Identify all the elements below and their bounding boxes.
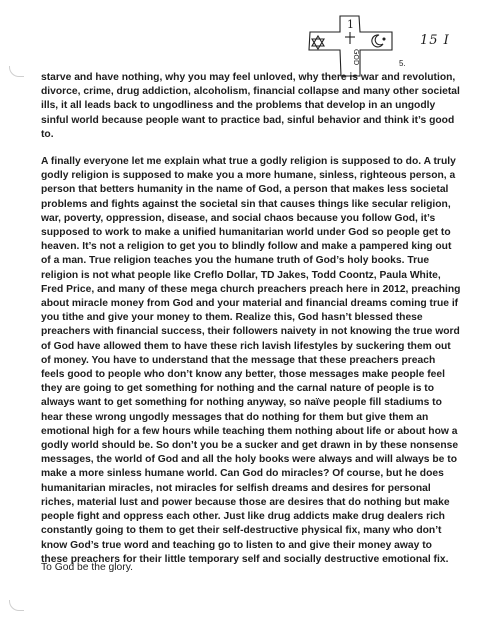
paragraph-1: starve and have nothing, why you may feel unloved, why there is war and revolution, divorce, crime, drug addiction, alcoholism, financial collapse and many other societal ills, it all leads back to ungodliness and the problems that develop in an ungodly sinful world because people want to practice bad, sinful behavior and think it’s good to. (41, 72, 460, 140)
closing-line: To God be the glory. (41, 562, 133, 573)
cross-emblem-icon (296, 4, 404, 80)
punch-hole-mark-bottom (9, 600, 24, 611)
body-text (41, 71, 461, 580)
handwritten-page-number: 15 I (420, 33, 450, 48)
cross-word-1: 1 (347, 18, 354, 31)
punch-hole-mark-top (9, 66, 24, 77)
paragraph-2: A finally everyone let me explain what true a godly religion is supposed to do. A truly godly religion is supposed to make you a more humane, sinless, righteous person, a person that betters humanity in the name of God, a person that makes less societal problems and fights against the societal sin that causes things like secular religion, war, poverty, oppression, disease, and social chaos because you follow God, it’s supposed to work to make a unified humanitarian world under God so people get to heaven. It’s not a religion to get you to blindly follow and make a pampered king out of a man. True religion teaches you the humane truth of God’s holy books. True religion is not what people like Creflo Dollar, TD Jakes, Todd Coontz, Paula White, Fred Price, and many of these mega church preachers preach here in 2012, preaching about miracle money from God and your material and financial dreams coming true if you tithe and give your money to them. Realize this, God hasn’t blessed these preachers with financial success, their followers naivety in not knowing the true word of God have allowed them to have these rich lavish lifestyles by suckering them out of money. You have to understand that the message that these preachers preach feels good to people who don’t know any better, those messages make people feel they are going to get something for nothing and the carnal nature of people is to always want to get something for nothing anyway, so naïve people fill stadiums to hear these wrong ungodly messages that do nothing for them but give them an emotional high for a few hours while teaching them nothing about life or about how a godly world should be. So don’t you be a sucker and get drawn in by these nonsense messages, the world of God and all the holy books were always and will always be to make a more sinless humane world. Can God do miracles? Of course, but he does humanitarian miracles, not miracles for selfish dreams and desires for personal riches, material lust and power because those are desires that do nothing but make people fight and oppress each other. Just like drug addicts make drug dealers rich constantly going to them to get their self-destructive physical fix, many who don’t know God’s true word and teaching go to listen to and give their money away to these preachers for their little temporary self and socially destructive emotional fix. (41, 156, 461, 565)
cross-word-2: GOD (352, 49, 360, 66)
page-number: 5. (399, 59, 406, 68)
